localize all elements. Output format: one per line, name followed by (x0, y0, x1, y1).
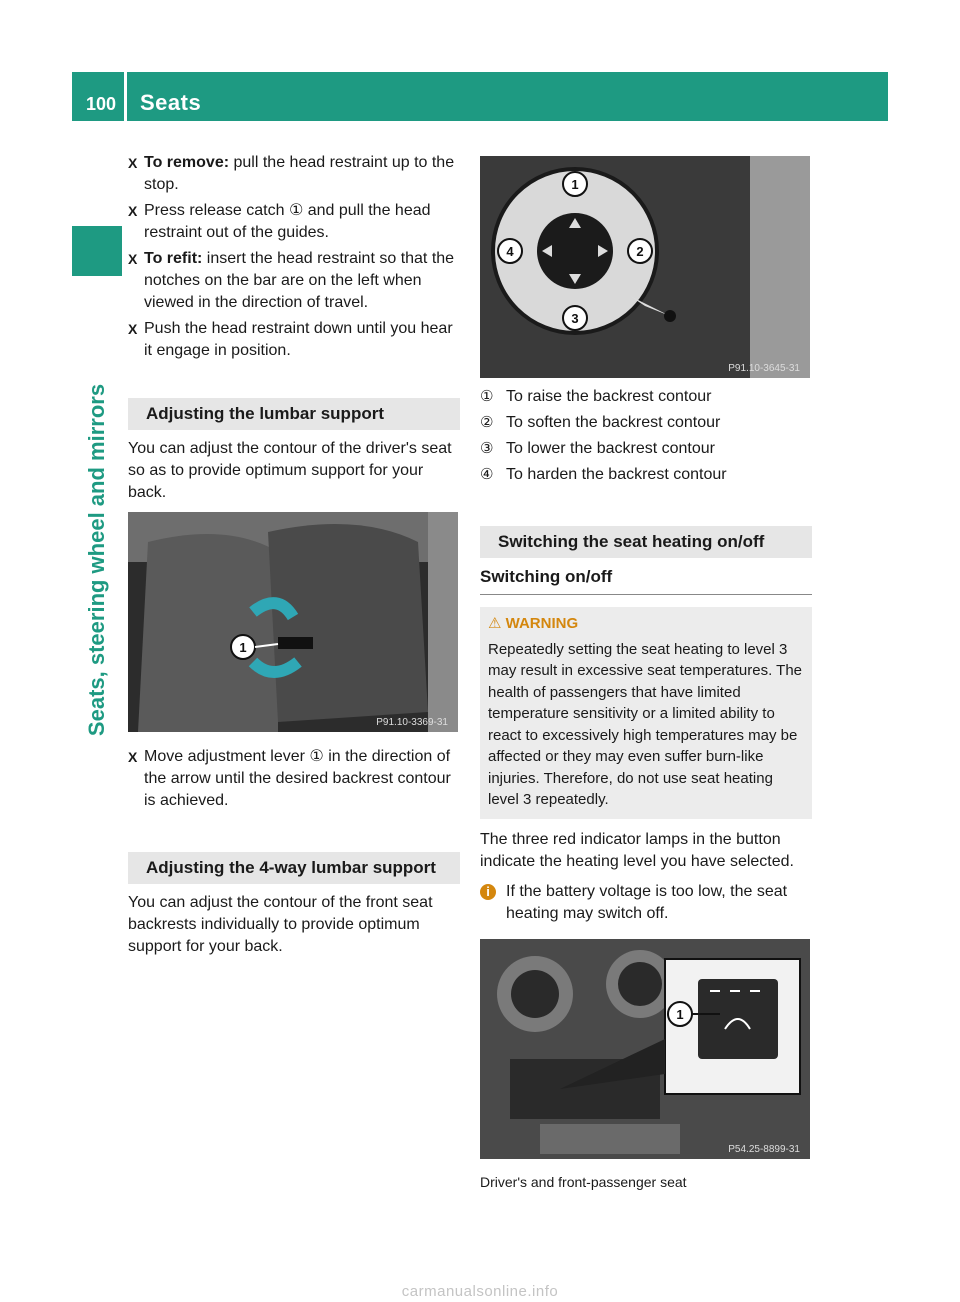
warning-title (488, 613, 804, 635)
side-tab-label: Seats, steering wheel and mirrors (84, 383, 109, 737)
callout-number: ① (480, 388, 494, 405)
svg-text:3: 3 (571, 311, 579, 326)
lumbar-heading: Adjusting the lumbar support (128, 398, 460, 430)
heating-subheading: Switching on/off (480, 566, 812, 595)
warning-text: Repeatedly setting the seat heating to level 3 may result in excessive seat temperatures. The health of passengers that have limited temperature sensitivity or a limited ability to react to excessively high temperatures may be affected or they may even suffer burn-like injuries. Therefore, do not use seat heating level 3 repeatedly. (488, 640, 803, 808)
callout-text: To lower the backrest contour (506, 440, 715, 457)
photo-code: P91.10-3369-31 (376, 717, 448, 728)
instruction-bullet (128, 152, 460, 196)
watermark: carmanualsonline.info (401, 1283, 559, 1300)
bullet-arrow-icon: X (128, 321, 138, 337)
bullet-text: Push the head restraint down until you hear it engage in position. (144, 320, 453, 359)
section-title: Seats (140, 90, 202, 115)
side-tab-marker (72, 226, 122, 276)
seat-heating-photo (480, 939, 810, 1159)
left-column (128, 152, 460, 964)
callout-number: ③ (480, 440, 494, 457)
warning-triangle-icon: ⚠ (488, 615, 506, 632)
lumbar-description: You can adjust the contour of the driver's seat so as to provide optimum support for your back. (128, 440, 452, 501)
instruction-bullet (128, 200, 460, 244)
bullet-text: pull the head restraint up to the stop. (144, 154, 455, 193)
callout-text: To raise the backrest contour (506, 388, 712, 405)
callout-item (480, 412, 812, 434)
lumbar-seat-photo (128, 512, 458, 732)
heating-heading: Switching the seat heating on/off (480, 526, 812, 558)
bullet-arrow-icon: X (128, 749, 138, 765)
callout-item (480, 386, 812, 408)
warning-box (480, 607, 812, 819)
fourway-control-photo (480, 156, 810, 378)
svg-text:4: 4 (506, 244, 514, 259)
bullet-bold: To remove: (144, 154, 230, 171)
callout-text: To soften the backrest contour (506, 414, 721, 431)
info-note (480, 881, 812, 925)
svg-text:2: 2 (636, 244, 644, 259)
indicator-lamps-text: The three red indicator lamps in the button indicate the heating level you have selected. (480, 830, 794, 870)
instruction-bullet (128, 318, 460, 362)
bullet-text: Press release catch ① and pull the head restraint out of the guides. (144, 202, 431, 241)
page-header (72, 72, 888, 121)
bullet-arrow-icon: X (128, 203, 138, 219)
callout-number: ② (480, 414, 494, 431)
svg-text:1: 1 (571, 177, 579, 192)
photo-caption: Driver's and front-passenger seat (480, 1173, 687, 1190)
photo-code: P54.25-8899-31 (728, 1143, 800, 1155)
photo-code: P91.10-3645-31 (728, 363, 800, 374)
callout-item (480, 438, 812, 460)
info-text: If the battery voltage is too low, the seat heating may switch off. (506, 882, 788, 922)
info-icon: i (480, 884, 496, 900)
callout-item (480, 464, 812, 486)
instruction-bullet (128, 248, 460, 314)
callout-text: To harden the backrest contour (506, 466, 727, 483)
bullet-text: insert the head restraint so that the notches on the bar are on the left when viewed in the direction of travel. (144, 250, 455, 311)
bullet-arrow-icon: X (128, 155, 138, 171)
instruction-bullet (128, 746, 460, 812)
fourway-heading: Adjusting the 4-way lumbar support (128, 852, 460, 884)
page-number-box (72, 72, 127, 121)
bullet-text: Move adjustment lever ① in the direction of the arrow until the desired backrest contour is achieved. (144, 748, 451, 809)
page-number: 100 (86, 94, 117, 114)
fourway-description: You can adjust the contour of the front seat backrests individually to provide optimum support for your back. (128, 894, 433, 955)
warning-title-text: WARNING (505, 615, 579, 632)
bullet-bold: To refit: (144, 250, 203, 267)
svg-text:1: 1 (676, 1006, 684, 1022)
svg-text:1: 1 (239, 640, 247, 655)
bullet-arrow-icon: X (128, 251, 138, 267)
right-column (480, 152, 812, 1193)
callout-number: ④ (480, 466, 494, 483)
